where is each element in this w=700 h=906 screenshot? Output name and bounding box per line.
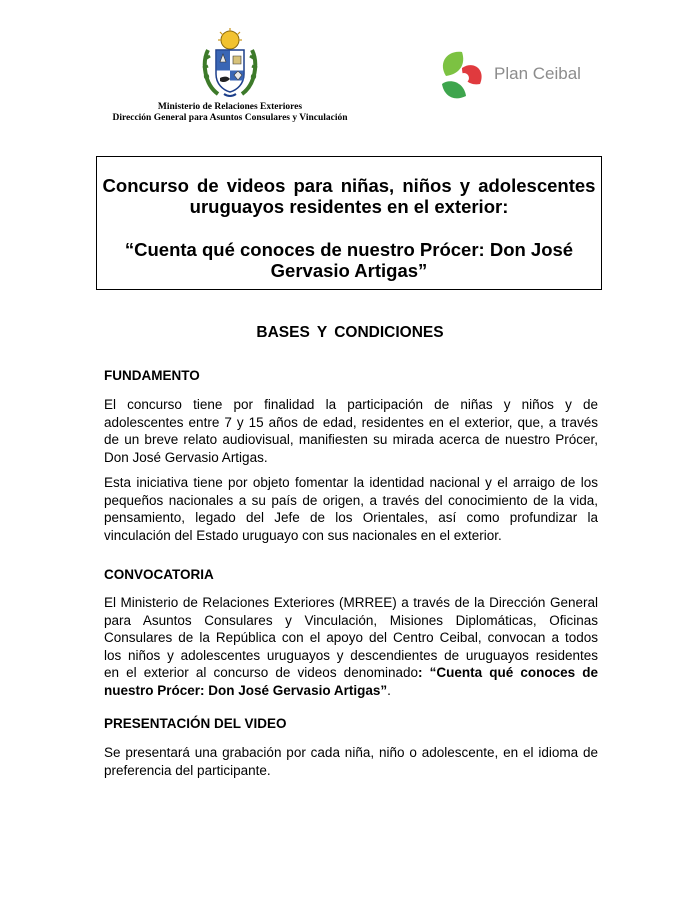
presentacion-paragraph: [104, 744, 598, 779]
text-line: Don José Gervasio Artigas.: [104, 449, 268, 465]
ministry-heading: [60, 102, 400, 124]
text-line: Consulares de la República con el apoyo del Centro Ceibal, convocan a todos: [104, 630, 598, 645]
text-line: El Ministerio de Relaciones Exteriores (MRREE) a través de la Dirección General: [104, 595, 598, 610]
text-line: preferencia del participante.: [104, 762, 271, 778]
ceibal-leaf-icon: [436, 46, 486, 102]
contest-title-box: [96, 156, 602, 290]
title-line-4: Gervasio Artigas”: [270, 260, 428, 281]
text-line: Esta iniciativa tiene por objeto fomentar la identidad nacional y el arraigo de los: [104, 475, 598, 490]
contest-name-bold: : “Cuenta qué conoces de: [418, 665, 598, 680]
title-line-2: uruguayos residentes en el exterior:: [189, 196, 509, 217]
text-line: Se presentará una grabación por cada niña, niño o adolescente, en el idioma de: [104, 745, 598, 760]
plan-ceibal-logo: [436, 46, 596, 102]
bases-heading: BASES Y CONDICIONES: [256, 324, 444, 341]
fundamento-paragraph-2: [104, 474, 598, 544]
plan-ceibal-wordmark: Plan Ceibal: [494, 64, 581, 83]
text-line: adolescentes entre 7 y 15 años de edad, residentes en el exterior, que, a través: [104, 414, 598, 430]
text-line: de un breve relato audiovisual, manifiesten su mirada acerca de nuestro Prócer,: [104, 432, 598, 447]
text-line: para Asuntos Consulares y Vinculación, Misiones Diplomáticas, Oficinas: [104, 612, 598, 628]
text-line: [104, 682, 598, 700]
text-line: El concurso tiene por finalidad la participación de niñas y niños y de: [104, 397, 598, 412]
fundamento-paragraph-1: [104, 396, 598, 466]
title-line-3: “Cuenta qué conoces de nuestro Prócer: Don José: [124, 239, 574, 260]
title-line-1: Concurso de videos para niñas, niños y adolescentes: [102, 175, 596, 196]
contest-name-bold: nuestro Prócer: Don José Gervasio Artigas”: [104, 682, 388, 698]
ministry-department: Dirección General para Asuntos Consulares y Vinculación: [112, 113, 348, 123]
text-run: en el exterior al concurso de videos denominado: [104, 665, 418, 680]
text-line: pensamiento, legado del Jefe de los Orientales, así como profundizar la: [104, 510, 598, 525]
text-line: pequeños nacionales a su país de origen, a través del conocimiento de la vida,: [104, 492, 598, 508]
text-line: los niños y adolescentes uruguayos y descendientes de uruguayos residentes: [104, 647, 598, 663]
text-line: [104, 664, 598, 682]
uruguay-coat-of-arms-icon: [200, 28, 260, 100]
text-line: vinculación del Estado uruguayo con sus nacionales en el exterior.: [104, 527, 502, 543]
convocatoria-paragraph: [104, 594, 598, 699]
section-heading-convocatoria: CONVOCATORIA: [104, 567, 214, 582]
ministry-name: Ministerio de Relaciones Exteriores: [157, 102, 303, 112]
section-heading-fundamento: FUNDAMENTO: [104, 368, 200, 383]
text-run: .: [387, 682, 391, 698]
section-heading-presentacion: PRESENTACIÓN DEL VIDEO: [104, 716, 287, 731]
